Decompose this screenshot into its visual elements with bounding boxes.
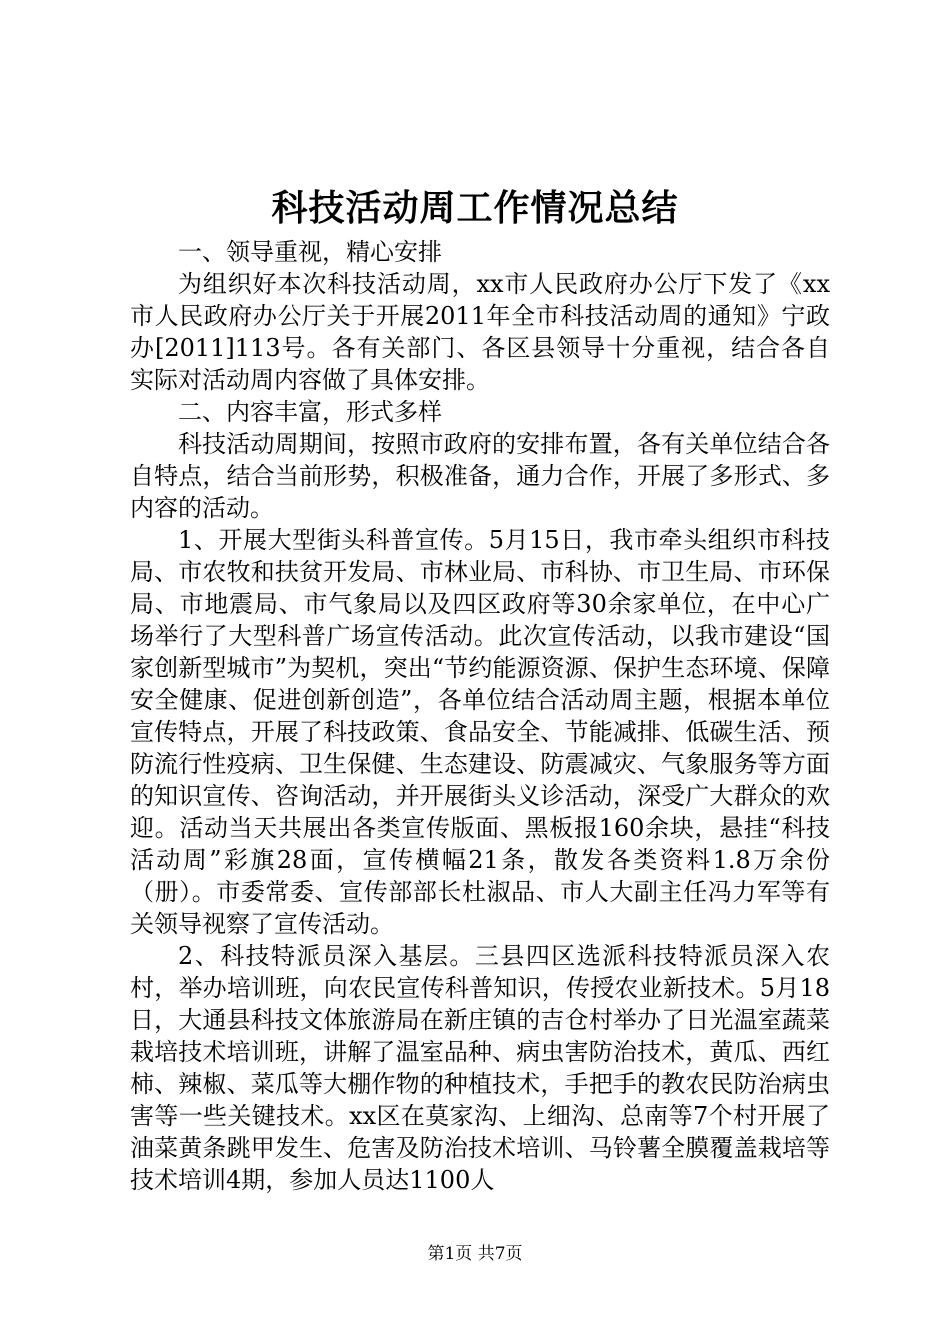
page-number-footer: 第1页 共7页 [427,1244,523,1264]
paragraph-3: 1、开展大型街头科普宣传。5月15日，我市牵头组织市科技局、市农牧和扶贫开发局、市林业局、市科协、市卫生局、市环保局、市地震局、市气象局以及四区政府等30余家单位，在中心广场举行了大型科普广场宣传活动。此次宣传活动，以我市建设“国家创新型城市”为契机，突出“节约能源资源、保护生态环境、保障安全健康、促进创新创造”，各单位结合活动周主题，根据本单位宣传特点，开展了科技政策、食品安全、节能减排、低碳生活、预防流行性疫病、卫生保健、生态建设、防震减灾、气象服务等方面的知识宣传、咨询活动，并开展街头义诊活动，深受广大群众的欢迎。活动当天共展出各类宣传版面、黑板报160余块，悬挂“科技活动周”彩旗28面，宣传横幅21条，散发各类资料1.8万余份（册）。市委常委、宣传部部长杜淑品、市人大副主任冯力军等有关领导视察了宣传活动。 [130,526,830,938]
section-heading-2: 二、内容丰富，形式多样 [178,398,442,426]
paragraph-1: 为组织好本次科技活动周，xx市人民政府办公厅下发了《xx市人民政府办公厅关于开展2011年全市科技活动周的通知》宁政办[2011]113号。各有关部门、各区县领导十分重视，结合各自实际对活动周内容做了具体安排。 [130,270,830,394]
paragraph-4: 2、科技特派员深入基层。三县四区选派科技特派员深入农村，举办培训班，向农民宣传科普知识，传授农业新技术。5月18日，大通县科技文体旅游局在新庄镇的吉仓村举办了日光温室蔬菜栽培技术培训班，讲解了温室品种、病虫害防治技术，黄瓜、西红柿、辣椒、菜瓜等大棚作物的种植技术，手把手的教农民防治病虫害等一些关键技术。xx区在莫家沟、上细沟、总南等7个村开展了油菜黄条跳甲发生、危害及防治技术培训、马铃薯全膜覆盖栽培等技术培训4期，参加人员达1100人 [130,942,830,1194]
document-title: 科技活动周工作情况总结 [271,187,679,229]
section-heading-1: 一、领导重视，精心安排 [178,238,442,266]
document-body [130,236,830,1196]
paragraph-2: 科技活动周期间，按照市政府的安排布置，各有关单位结合各自特点，结合当前形势，积极准备，通力合作，开展了多形式、多内容的活动。 [130,430,830,522]
